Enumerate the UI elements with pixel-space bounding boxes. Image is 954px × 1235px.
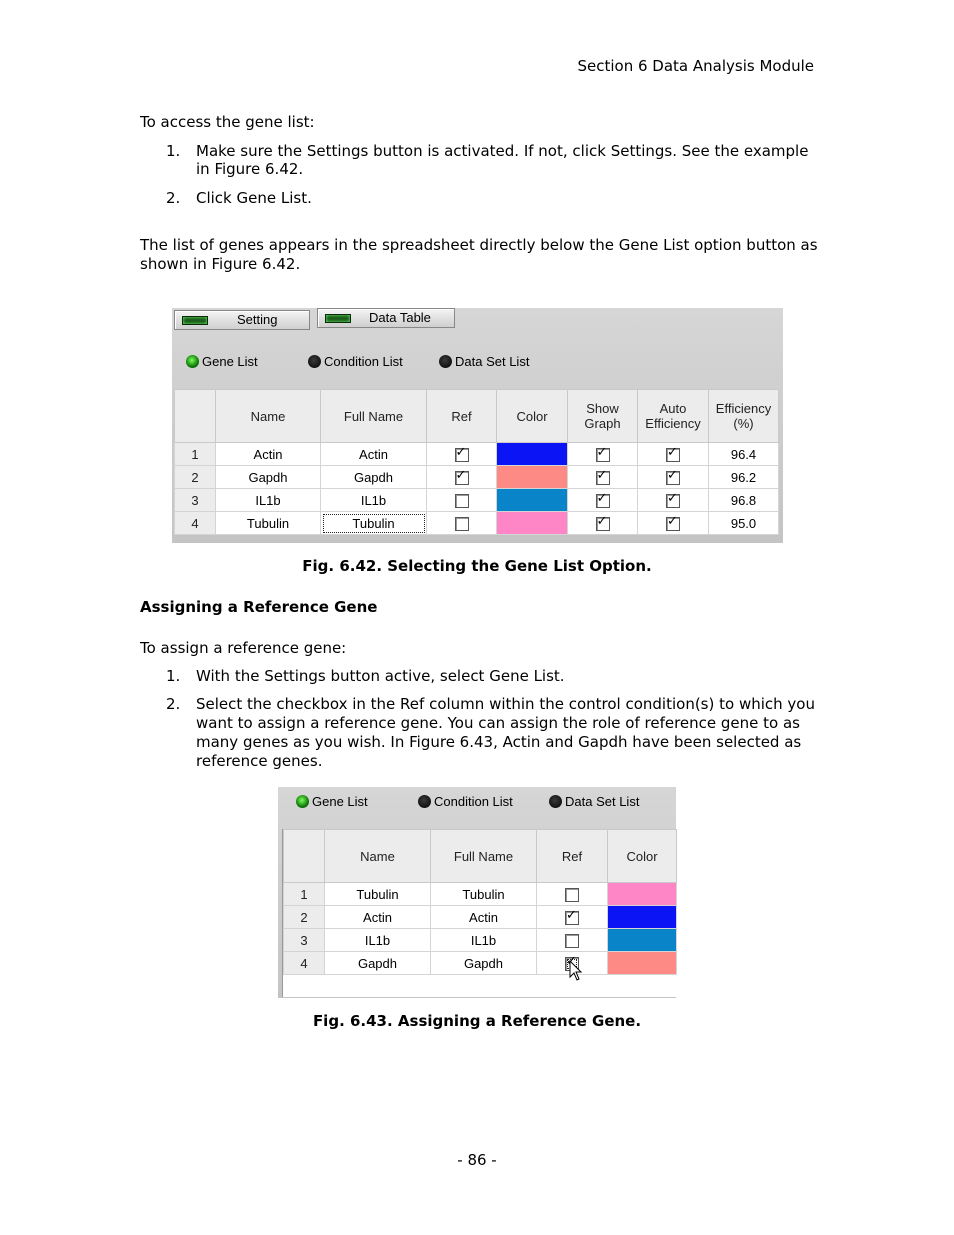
section-heading: Assigning a Reference Gene [140,598,378,616]
cell-name[interactable]: Tubulin [325,883,431,906]
table-row[interactable] [284,883,677,906]
table-row[interactable] [175,512,779,535]
color-swatch[interactable] [497,443,567,465]
radio-selected-icon [186,355,199,368]
column-header-name[interactable]: Name [325,830,431,883]
cell-name[interactable]: Actin [325,906,431,929]
column-header-auto-efficiency[interactable]: Auto Efficiency [638,390,709,443]
cell-show-graph [568,443,638,466]
cell-full-name[interactable]: Gapdh [431,952,537,975]
cell-efficiency[interactable]: 96.2 [709,466,779,489]
row-number: 3 [284,929,325,952]
setting-tab-button[interactable] [174,310,310,330]
cell-show-graph [568,466,638,489]
intro-text: To assign a reference gene: [140,639,347,657]
list-number: 1. [166,142,181,160]
ref-checkbox[interactable] [455,471,469,485]
cell-efficiency[interactable]: 96.8 [709,489,779,512]
cell-efficiency[interactable]: 95.0 [709,512,779,535]
cell-full-name[interactable]: IL1b [321,489,427,512]
ref-checkbox[interactable] [455,517,469,531]
list-item [166,667,816,685]
cell-full-name[interactable]: Gapdh [321,466,427,489]
row-number: 1 [284,883,325,906]
color-swatch[interactable] [608,952,676,974]
radio-condition-list[interactable] [308,354,403,370]
row-number-header [284,830,325,883]
table-row[interactable] [175,466,779,489]
cell-color[interactable] [608,952,677,975]
color-swatch[interactable] [497,489,567,511]
cell-color[interactable] [497,512,568,535]
cell-ref [427,512,497,535]
cell-name[interactable]: IL1b [216,489,321,512]
show-graph-checkbox[interactable] [596,471,610,485]
setting-tab-label: Setting [237,312,278,327]
cell-auto-efficiency [638,466,709,489]
cell-full-name[interactable]: IL1b [431,929,537,952]
column-header-full-name[interactable]: Full Name [321,390,427,443]
row-number: 1 [175,443,216,466]
cell-color[interactable] [497,466,568,489]
column-header-ref[interactable]: Ref [537,830,608,883]
reference-gene-panel [278,787,676,998]
show-graph-checkbox[interactable] [596,517,610,531]
paragraph: The list of genes appears in the spreadsheet directly below the Gene List option button as shown in Figure 6.42. [140,236,818,273]
cell-full-name[interactable]: Tubulin [431,883,537,906]
cell-show-graph [568,489,638,512]
page-number: - 86 - [457,1151,497,1169]
column-header-color[interactable]: Color [497,390,568,443]
steps-list-1 [166,142,816,207]
ref-checkbox[interactable] [565,934,579,948]
cell-color[interactable] [497,489,568,512]
cell-name[interactable]: Gapdh [216,466,321,489]
mouse-pointer-icon [569,960,583,982]
data-table-tab-label: Data Table [369,310,431,325]
radio-unselected-icon [418,795,431,808]
list-text: Click Gene List. [196,189,312,207]
cell-ref [537,906,608,929]
cell-full-name[interactable]: Actin [321,443,427,466]
list-text: Select the checkbox in the Ref column within the control condition(s) to which you want to assign a reference gene. You can assign the role of reference gene to as many genes as you wish. In Figure 6.43, Actin and Gapdh have been selected as reference genes. [196,695,815,770]
radio-gene-list[interactable] [186,354,258,370]
cell-name[interactable]: IL1b [325,929,431,952]
cell-name[interactable]: Gapdh [325,952,431,975]
gene-list-panel [172,308,783,543]
radio-unselected-icon [308,355,321,368]
ref-checkbox[interactable] [565,888,579,902]
table-row[interactable] [284,952,677,975]
cell-name[interactable]: Tubulin [216,512,321,535]
column-header-show-graph[interactable]: Show Graph [568,390,638,443]
cell-full-name[interactable]: Actin [431,906,537,929]
intro-text: To access the gene list: [140,113,315,131]
radio-label: Condition List [434,794,513,809]
column-header-efficiency[interactable]: Efficiency (%) [709,390,779,443]
table-header-row [284,830,677,883]
list-item [166,142,816,178]
cell-color[interactable] [497,443,568,466]
row-number: 4 [175,512,216,535]
row-number: 2 [175,466,216,489]
show-graph-checkbox[interactable] [596,494,610,508]
list-text: Make sure the Settings button is activated. If not, click Settings. See the example in Figure 6.42. [196,142,809,178]
cell-ref [427,443,497,466]
gene-table [283,829,677,975]
cell-color[interactable] [608,929,677,952]
auto-efficiency-checkbox[interactable] [666,494,680,508]
radio-data-set-list[interactable] [549,794,639,810]
cell-ref [537,952,608,975]
cell-color[interactable] [608,906,677,929]
radio-condition-list[interactable] [418,794,513,810]
radio-gene-list[interactable] [296,794,368,810]
column-header-color[interactable]: Color [608,830,677,883]
data-table-tab-button[interactable] [317,308,455,328]
list-number: 2. [166,189,181,207]
radio-label: Data Set List [565,794,640,809]
section-header: Section 6 Data Analysis Module [577,57,814,75]
cell-full-name[interactable]: Tubulin [321,512,427,535]
color-swatch[interactable] [497,466,567,488]
cell-ref [427,466,497,489]
column-header-full-name[interactable]: Full Name [431,830,537,883]
auto-efficiency-checkbox[interactable] [666,517,680,531]
led-indicator-icon [325,314,351,323]
table-header-row [175,390,779,443]
table-row[interactable] [284,906,677,929]
column-header-name[interactable]: Name [216,390,321,443]
cell-name[interactable]: Actin [216,443,321,466]
auto-efficiency-checkbox[interactable] [666,448,680,462]
cell-auto-efficiency [638,512,709,535]
list-text: With the Settings button active, select Gene List. [196,667,565,685]
cell-ref [537,929,608,952]
cell-efficiency[interactable]: 96.4 [709,443,779,466]
ref-checkbox[interactable] [455,448,469,462]
list-item [166,695,816,771]
steps-list-2 [166,667,816,771]
table-row[interactable] [284,929,677,952]
radio-selected-icon [296,795,309,808]
table-row[interactable] [175,489,779,512]
column-header-ref[interactable]: Ref [427,390,497,443]
radio-label: Condition List [324,354,403,369]
cell-ref [427,489,497,512]
radio-unselected-icon [549,795,562,808]
radio-data-set-list[interactable] [439,354,529,370]
ref-checkbox[interactable] [565,911,579,925]
auto-efficiency-checkbox[interactable] [666,471,680,485]
table-row[interactable] [175,443,779,466]
radio-label: Data Set List [455,354,530,369]
row-number: 2 [284,906,325,929]
show-graph-checkbox[interactable] [596,448,610,462]
cell-show-graph [568,512,638,535]
row-number: 3 [175,489,216,512]
figure-caption: Fig. 6.43. Assigning a Reference Gene. [312,1012,642,1030]
radio-label: Gene List [202,354,258,369]
list-number: 1. [166,667,181,685]
cell-ref [537,883,608,906]
radio-unselected-icon [439,355,452,368]
color-swatch[interactable] [608,906,676,928]
row-number: 4 [284,952,325,975]
color-swatch[interactable] [608,883,676,905]
cell-auto-efficiency [638,489,709,512]
list-number: 2. [166,695,181,713]
ref-checkbox[interactable] [455,494,469,508]
cell-auto-efficiency [638,443,709,466]
radio-label: Gene List [312,794,368,809]
gene-table [174,389,779,535]
row-number-header [175,390,216,443]
color-swatch[interactable] [608,929,676,951]
figure-caption: Fig. 6.42. Selecting the Gene List Option. [302,557,652,575]
led-indicator-icon [182,316,208,325]
list-item [166,189,816,207]
cell-color[interactable] [608,883,677,906]
color-swatch[interactable] [497,512,567,534]
